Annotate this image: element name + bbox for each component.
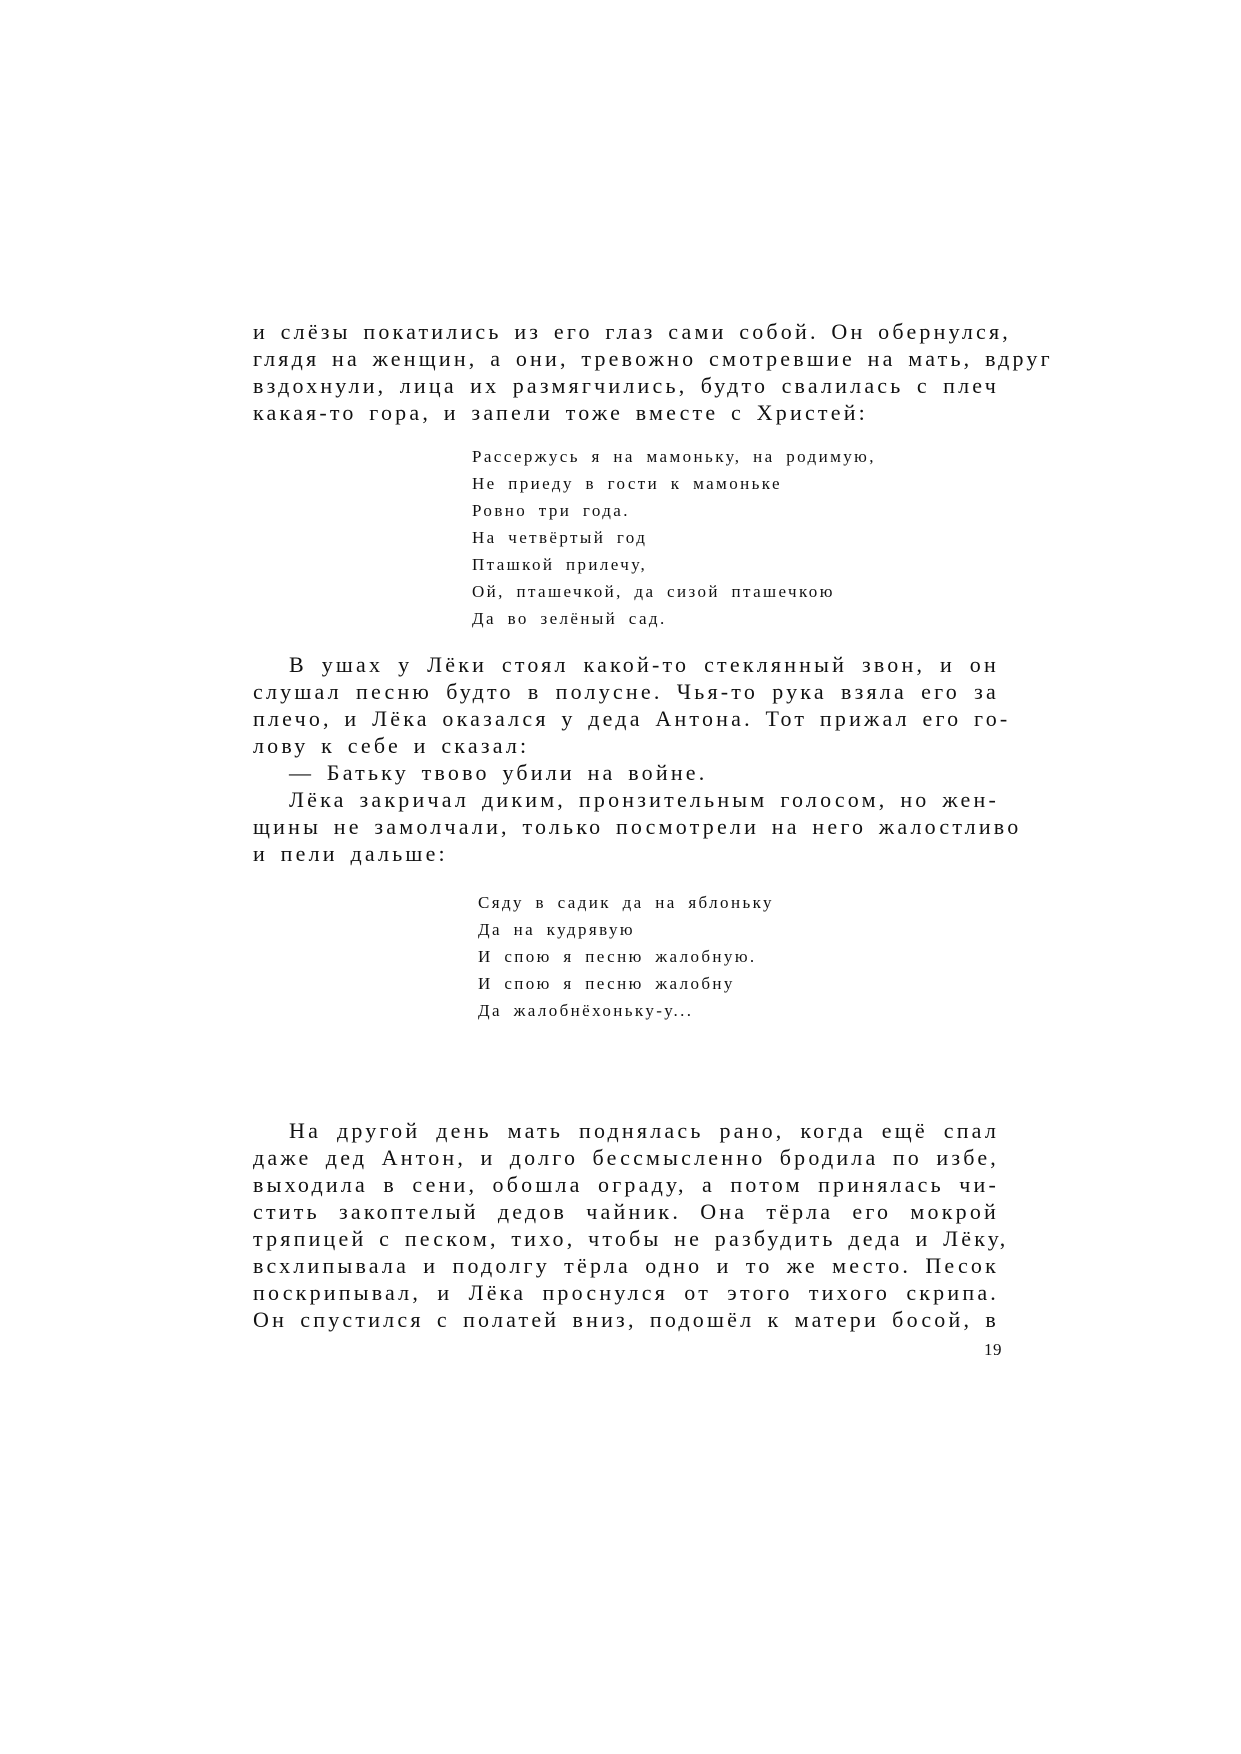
text-line: лову к себе и сказал: [253, 733, 530, 758]
verse-line: На четвёртый год [472, 528, 648, 547]
text-line: вздохнули, лица их размягчились, будто свалилась с плеч [253, 373, 999, 398]
dialogue-line: — Батьку твово убили на войне. [289, 760, 708, 785]
text-line: поскрипывал, и Лёка проснулся от этого тихого скрипа. [253, 1280, 999, 1305]
paragraph-1 [253, 318, 1053, 426]
verse-line: Ровно три года. [472, 501, 630, 520]
verse-line: Да на кудрявую [478, 920, 635, 939]
verse-line: Рассержусь я на мамоньку, на родимую, [472, 447, 876, 466]
paragraph-2 [253, 651, 1022, 867]
text-line: выходила в сени, обошла ограду, а потом принялась чи- [253, 1172, 999, 1197]
paragraph-3 [253, 1117, 1009, 1333]
text-line: На другой день мать поднялась рано, когда ещё спал [289, 1118, 999, 1143]
verse-line: Да во зелёный сад. [472, 609, 667, 628]
text-line: В ушах у Лёки стоял какой-то стеклянный звон, и он [289, 652, 999, 677]
text-line: и пели дальше: [253, 841, 448, 866]
text-line: щины не замолчали, только посмотрели на него жалостливо [253, 814, 1022, 839]
text-line: слушал песню будто в полусне. Чья-то рука взяла его за [253, 679, 999, 704]
text-line: Он спустился с полатей вниз, подошёл к матери босой, в [253, 1307, 999, 1332]
text-line: плечо, и Лёка оказался у деда Антона. Тот прижал его го- [253, 706, 1011, 731]
text-line: стить закоптелый дедов чайник. Она тёрла его мокрой [253, 1199, 999, 1224]
page-number: 19 [984, 1340, 1002, 1359]
verse-line: Сяду в садик да на яблоньку [478, 893, 774, 912]
text-line: тряпицей с песком, тихо, чтобы не разбудить деда и Лёку, [253, 1226, 1009, 1251]
verse-line: Пташкой прилечу, [472, 555, 648, 574]
verse-2 [478, 889, 774, 1024]
text-line: и слёзы покатились из его глаз сами собой. Он обернулся, [253, 319, 1011, 344]
verse-line: Ой, пташечкой, да сизой пташечкою [472, 582, 835, 601]
text-line: всхлипывала и подолгу тёрла одно и то же место. Песок [253, 1253, 999, 1278]
verse-line: Да жалобнёхоньку-у... [478, 1001, 694, 1020]
verse-line: И спою я песню жалобную. [478, 947, 757, 966]
text-line: глядя на женщин, а они, тревожно смотревшие на мать, вдруг [253, 346, 1053, 371]
text-line: какая-то гора, и запели тоже вместе с Христей: [253, 400, 868, 425]
verse-1 [472, 443, 876, 632]
text-line: даже дед Антон, и долго бессмысленно бродила по избе, [253, 1145, 999, 1170]
text-line: Лёка закричал диким, пронзительным голосом, но жен- [289, 787, 999, 812]
verse-line: И спою я песню жалобну [478, 974, 735, 993]
verse-line: Не приеду в гости к мамоньке [472, 474, 782, 493]
